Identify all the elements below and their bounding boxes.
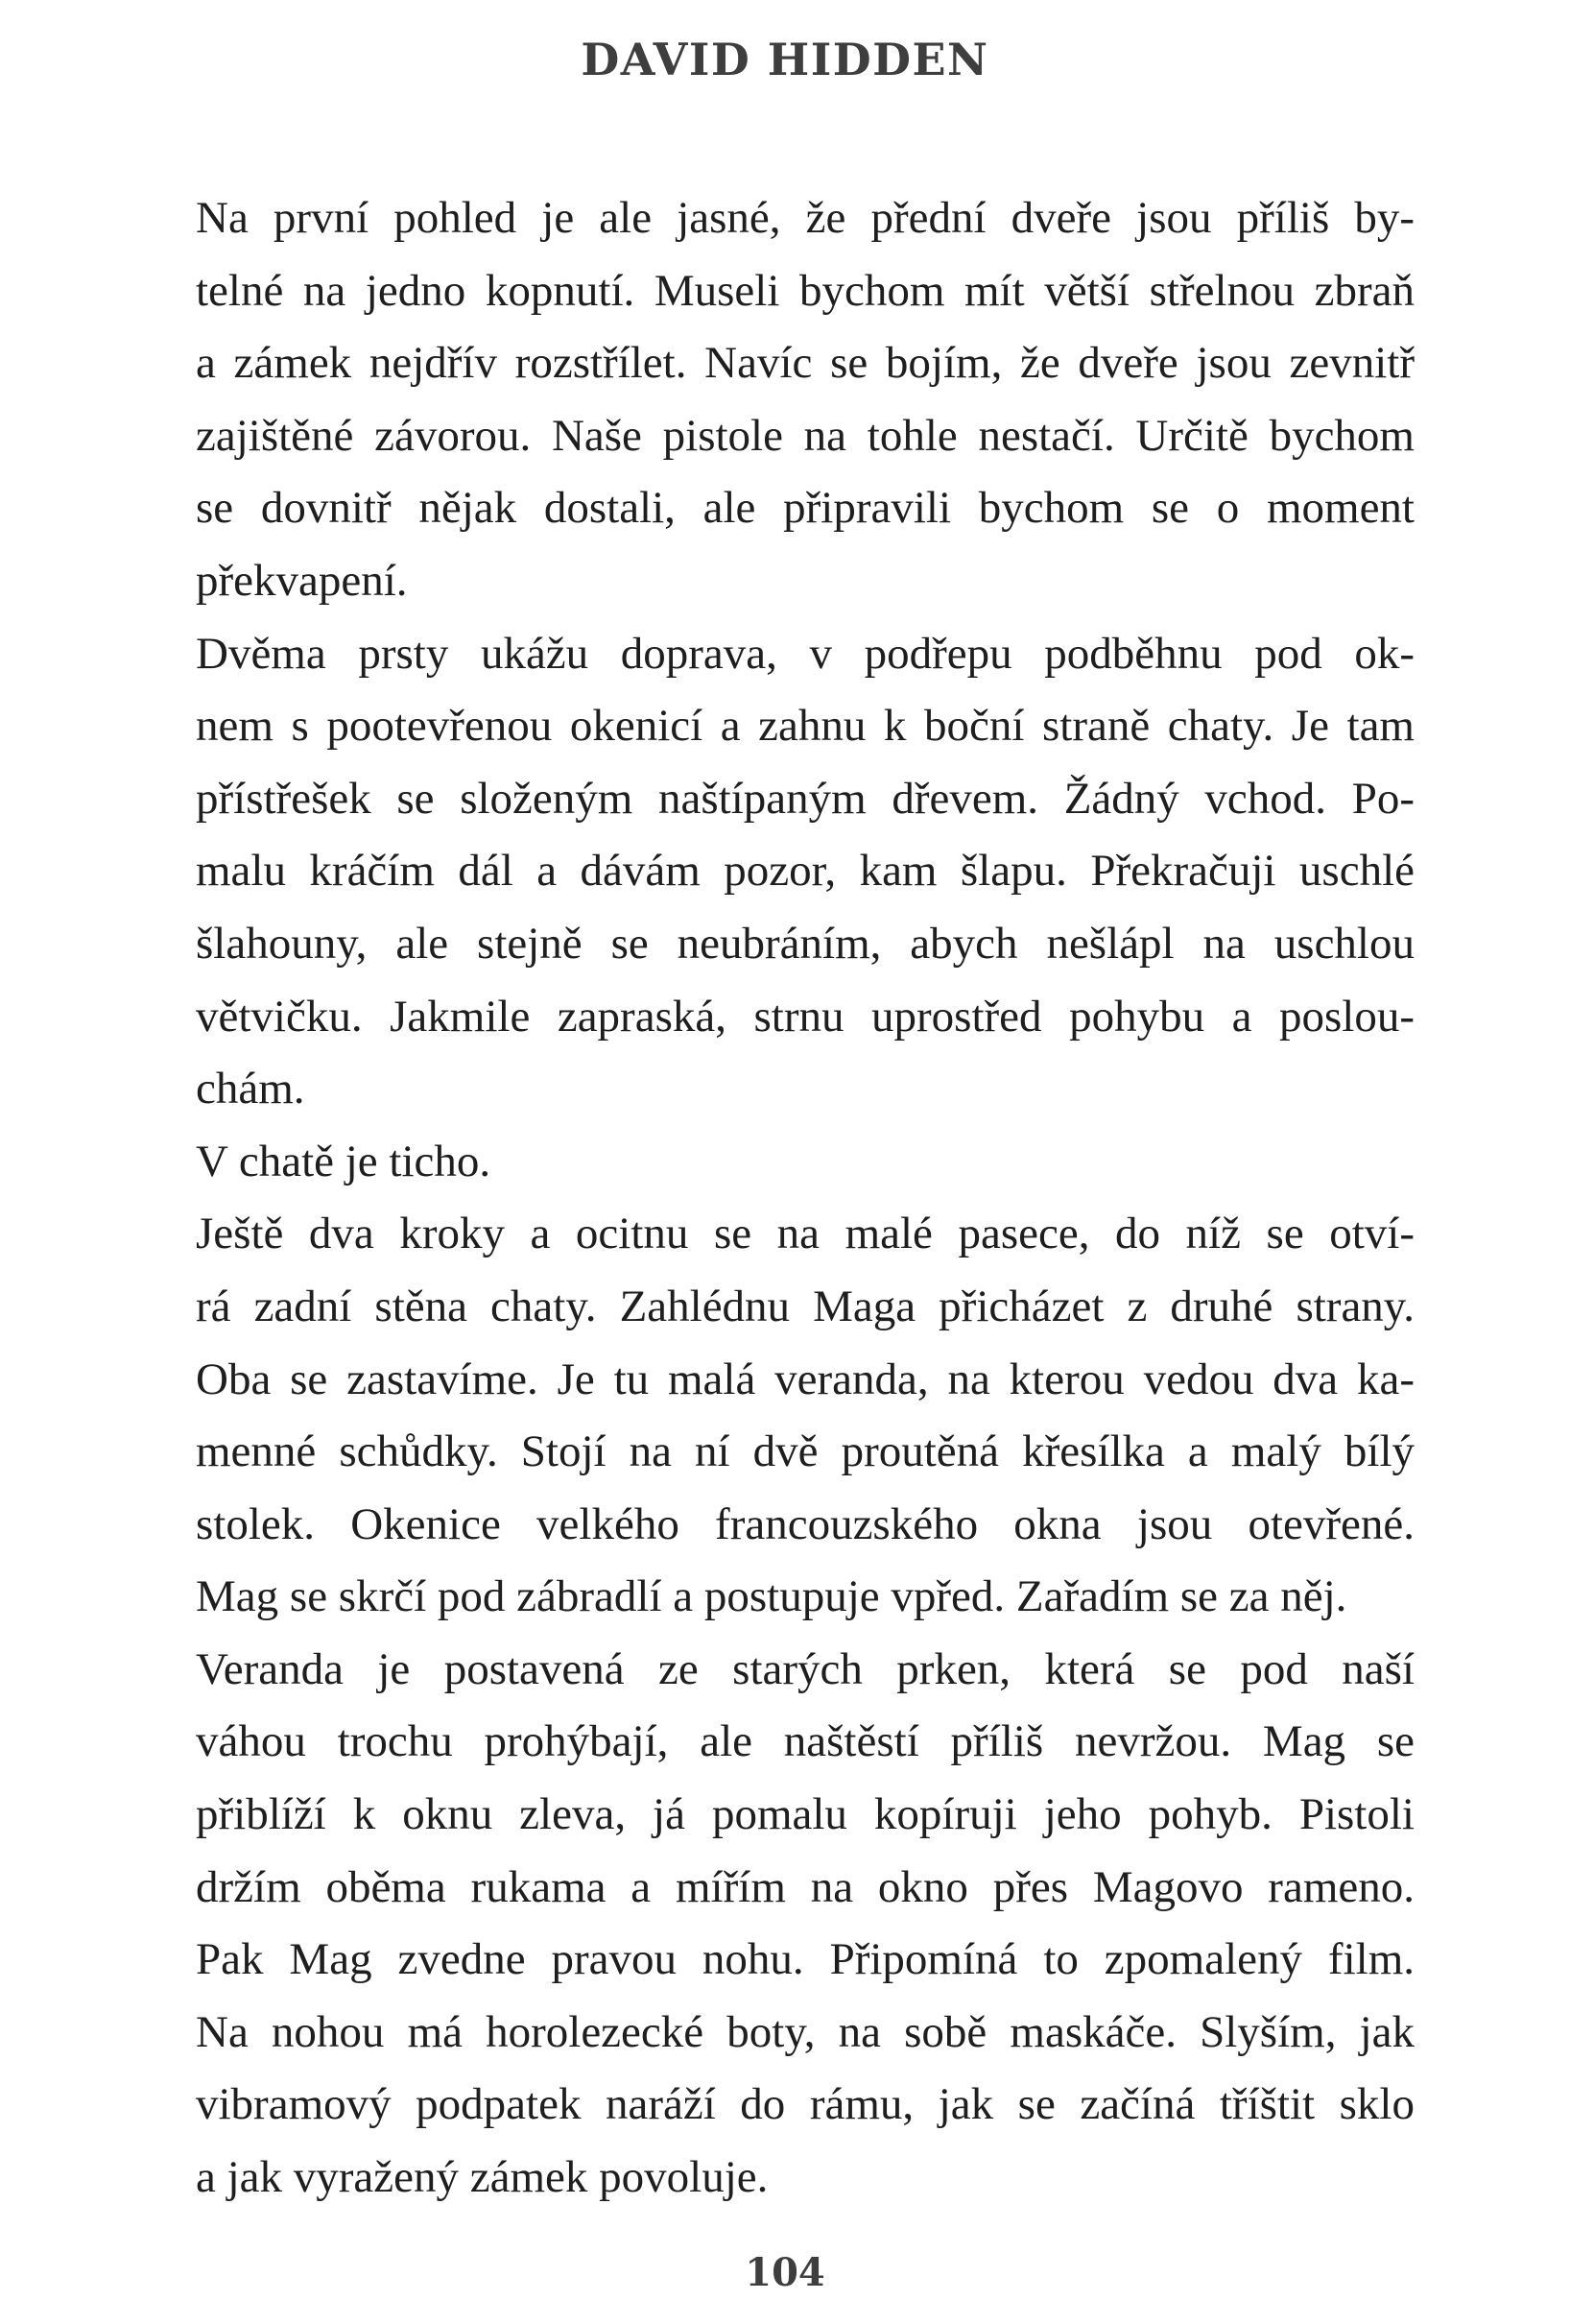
text-line: větvičku. Jakmile zapraská, strnu uprostřed pohybu a poslou- xyxy=(196,991,1415,1042)
paragraph xyxy=(132,618,1415,1126)
paragraph xyxy=(132,1198,1415,1634)
text-line: Pak Mag zvedne pravou nohu. Připomíná to zpomalený film. xyxy=(196,1934,1415,1985)
running-head-author: DAVID HIDDEN xyxy=(581,34,989,85)
paragraph xyxy=(132,1126,1415,1199)
text-line: chám. xyxy=(196,1064,305,1114)
body-text xyxy=(132,182,1415,2215)
text-line: překvapení. xyxy=(196,555,408,606)
text-line: Na nohou má horolezecké boty, na sobě maskáče. Slyším, jak xyxy=(196,2006,1415,2057)
text-line: Veranda je postavená ze starých prken, která se pod naší xyxy=(196,1643,1415,1694)
text-line: váhou trochu prohýbají, ale naštěstí příliš nevržou. Mag se xyxy=(196,1716,1415,1767)
text-line: a jak vyražený zámek povoluje. xyxy=(196,2152,769,2203)
text-line: zajištěné závorou. Naše pistole na tohle nestačí. Určitě bychom xyxy=(196,410,1415,461)
paragraph xyxy=(132,1634,1415,2215)
text-line: přístřešek se složeným naštípaným dřevem. Žádný vchod. Po- xyxy=(196,773,1415,824)
text-line: telné na jedno kopnutí. Museli bychom mít větší střelnou zbraň xyxy=(196,265,1415,316)
text-line: Ještě dva kroky a ocitnu se na malé pasece, do níž se otví- xyxy=(196,1209,1415,1259)
text-line: V chatě je ticho. xyxy=(196,1136,491,1186)
text-line: rá zadní stěna chaty. Zahlédnu Maga přicházet z druhé strany. xyxy=(196,1281,1415,1331)
text-line: malu kráčím dál a dávám pozor, kam šlapu. Překračuji uschlé xyxy=(196,846,1415,897)
text-line: stolek. Okenice velkého francouzského okna jsou otevřené. xyxy=(196,1498,1415,1549)
text-line: Oba se zastavíme. Je tu malá veranda, na kterou vedou dva ka- xyxy=(196,1354,1415,1404)
text-line: nem s pootevřenou okenicí a zahnu k boční straně chaty. Je tam xyxy=(196,701,1415,752)
text-line: se dovnitř nějak dostali, ale připravili bychom se o moment xyxy=(196,483,1415,534)
page-number: 104 xyxy=(745,2250,825,2295)
paragraph xyxy=(132,182,1415,618)
text-line: a zámek nejdřív rozstřílet. Navíc se bojím, že dveře jsou zevnitř xyxy=(196,338,1415,389)
text-line: menné schůdky. Stojí na ní dvě proutěná křesílka a malý bílý xyxy=(196,1426,1415,1477)
text-line: Dvěma prsty ukážu doprava, v podřepu podběhnu pod ok- xyxy=(196,628,1415,679)
text-line: Mag se skrčí pod zábradlí a postupuje vpřed. Zařadím se za něj. xyxy=(196,1571,1347,1622)
text-line: vibramový podpatek naráží do rámu, jak se začíná tříštit sklo xyxy=(196,2079,1415,2130)
text-line: šlahouny, ale stejně se neubráním, abych nešlápl na uschlou xyxy=(196,918,1415,969)
text-line: držím oběma rukama a mířím na okno přes Magovo rameno. xyxy=(196,1861,1415,1912)
text-line: Na první pohled je ale jasné, že přední dveře jsou příliš by- xyxy=(196,193,1415,243)
text-line: přiblíží k oknu zleva, já pomalu kopíruji jeho pohyb. Pistoli xyxy=(196,1789,1415,1840)
